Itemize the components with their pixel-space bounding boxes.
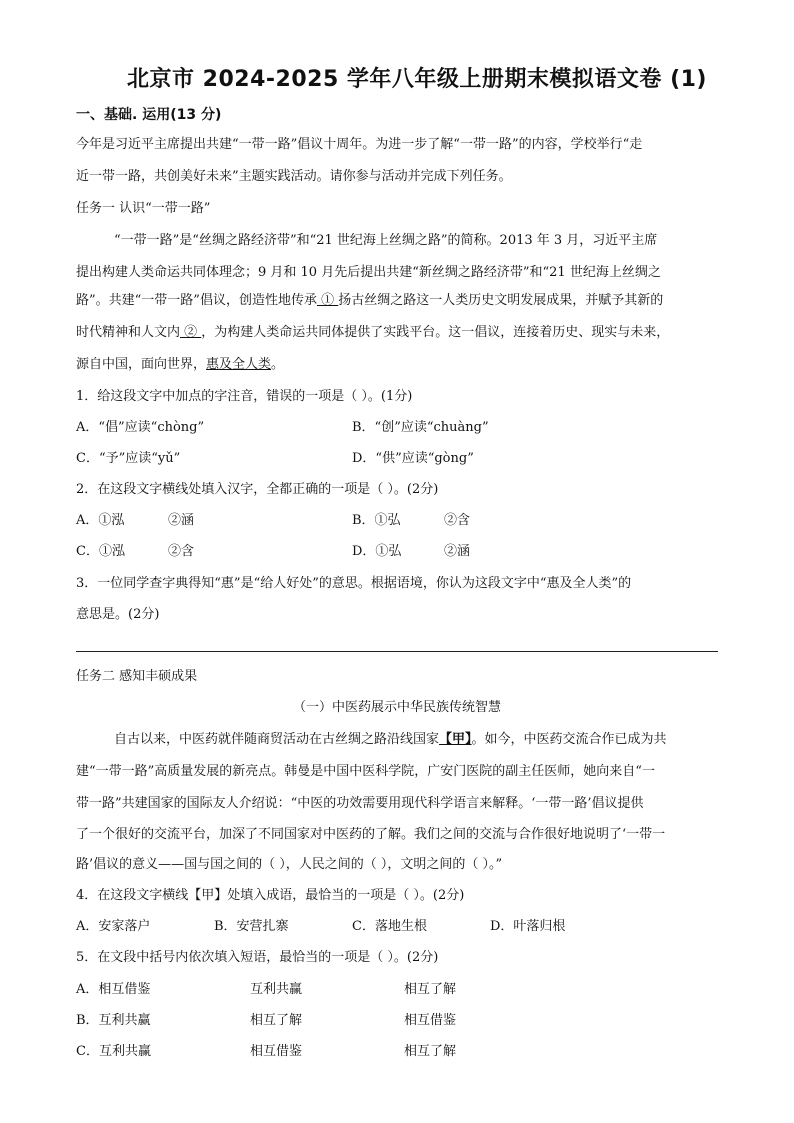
passage1-line-2: 提出构建人类命运共同体理念；9 月和 10 月先后提出共建“新丝绸之路经济带”和“21 世纪海上丝绸之	[76, 265, 661, 280]
passage1-line-4b: ，为构建人类命运共同体提供了实践平台。这一倡议，连接着历史、现实与未来，	[201, 325, 670, 340]
passage2-line-3: 带一路”共建国家的国际友人介绍说：“中医的功效需要用现代科学语言来解释。‘一带一路’倡议提供	[76, 796, 644, 811]
passage2-line-1	[114, 731, 667, 749]
q5-option-b-1: B．互利共赢	[76, 1013, 151, 1028]
q1-option-b: B．“创”应读“chuàng”	[352, 420, 489, 435]
q4-stem: 4．在这段文字横线【甲】处填入成语，最恰当的一项是（ ）。(2分)	[76, 888, 465, 903]
passage2-line-2: 建“一带一路”高质量发展的新亮点。韩曼是中国中医科学院，广安门医院的副主任医师，她向来自“一	[76, 764, 655, 779]
blank-2: ②	[180, 325, 202, 340]
passage2-line-5: 路’倡议的意义——国与国之间的（ ），人民之间的（ ），文明之间的（ ）。”	[76, 857, 503, 872]
blank-jia: 【甲】	[439, 732, 472, 747]
q1-option-c: C．“予”应读“yǔ”	[76, 451, 181, 466]
intro-line-1: 今年是习近平主席提出共建“一带一路”倡议十周年。为进一步了解“一带一路”的内容，学校举行“走	[76, 137, 643, 152]
passage1-line-3b: 扬古丝绸之路这一人类历史文明发展成果，并赋予其新的	[338, 293, 664, 308]
section1-heading: 一、基础. 运用(13 分)	[76, 107, 222, 123]
q1-stem: 1．给这段文字中加点的字注音，错误的一项是（ ）。(1分)	[76, 389, 413, 404]
q3-line-2: 意思是。(2分)	[76, 607, 160, 622]
passage1-line-5a: 源自中国，面向世界，	[76, 357, 207, 372]
q4-option-c: C．落地生根	[352, 919, 427, 934]
section-divider	[76, 651, 718, 652]
q4-option-b: B．安营扎寨	[214, 919, 289, 934]
q5-option-a-2: 互利共赢	[250, 982, 303, 997]
passage1-line-4	[76, 324, 669, 342]
blank-1: ①	[316, 293, 339, 308]
subheading: （一）中医药展示中华民族传统智慧	[292, 700, 501, 715]
passage1-line-4a: 时代精神和人文内	[76, 325, 181, 340]
q2-option-b-1: B．①弘	[352, 513, 401, 528]
q3-line-1: 3．一位同学查字典得知“惠”是“给人好处”的意思。根据语境，你认为这段文字中“惠及全人类”的	[76, 576, 632, 591]
passage2-line-1b: 。如今，中医药交流合作已成为共	[471, 732, 667, 747]
q1-option-a: A．“倡”应读“chòng”	[76, 420, 205, 435]
intro-line-2: 近一带一路，共创美好未来”主题实践活动。请你参与活动并完成下列任务。	[76, 169, 512, 184]
q2-stem: 2．在这段文字横线处填入汉字，全都正确的一项是（ ）。(2分)	[76, 482, 439, 497]
q1-option-d: D．“供”应读“gòng”	[352, 451, 474, 466]
q2-option-a-2: ②涵	[168, 513, 195, 528]
q2-option-d-1: D．①弘	[352, 544, 402, 559]
q5-option-a-1: A．相互借鉴	[76, 982, 151, 997]
passage1-line-1: “一带一路”是“丝绸之路经济带”和“21 世纪海上丝绸之路”的简称。2013 年 3 月，习近平主席	[114, 233, 658, 248]
q2-option-d-2: ②涵	[444, 544, 471, 559]
q5-option-b-2: 相互了解	[250, 1013, 303, 1028]
q5-option-c-1: C．互利共赢	[76, 1044, 151, 1059]
page-title: 北京市 2024-2025 学年八年级上册期末模拟语文卷 (1)	[127, 67, 707, 92]
passage2-line-1a: 自古以来，中医药就伴随商贸活动在古丝绸之路沿线国家	[114, 732, 440, 747]
q5-option-b-3: 相互借鉴	[404, 1013, 457, 1028]
task2-title: 任务二 感知丰硕成果	[76, 669, 198, 684]
q5-option-a-3: 相互了解	[404, 982, 457, 997]
passage1-line-3	[76, 292, 663, 310]
q5-option-c-3: 相互了解	[404, 1044, 457, 1059]
q5-option-c-2: 相互借鉴	[250, 1044, 303, 1059]
passage1-line-3a: 路”。共建“一带一路”倡议，创造性地传承	[76, 293, 317, 308]
passage1-line-5	[76, 356, 284, 374]
passage2-line-4: 了一个很好的交流平台，加深了不同国家对中医药的了解。我们之间的交流与合作很好地说明了‘一带一	[76, 827, 666, 842]
q4-option-a: A．安家落户	[76, 919, 151, 934]
q2-option-c-2: ②含	[168, 544, 195, 559]
passage1-line-5b: 。	[271, 357, 285, 372]
task1-title: 任务一 认识“一带一路”	[76, 201, 211, 216]
q4-option-d: D．叶落归根	[490, 919, 566, 934]
underlined-phrase: 惠及全人类	[206, 357, 272, 372]
q2-option-c-1: C．①泓	[76, 544, 125, 559]
q5-stem: 5．在文段中括号内依次填入短语，最恰当的一项是（ ）。(2分)	[76, 950, 439, 965]
q2-option-b-2: ②含	[444, 513, 471, 528]
q2-option-a-1: A．①泓	[76, 513, 125, 528]
